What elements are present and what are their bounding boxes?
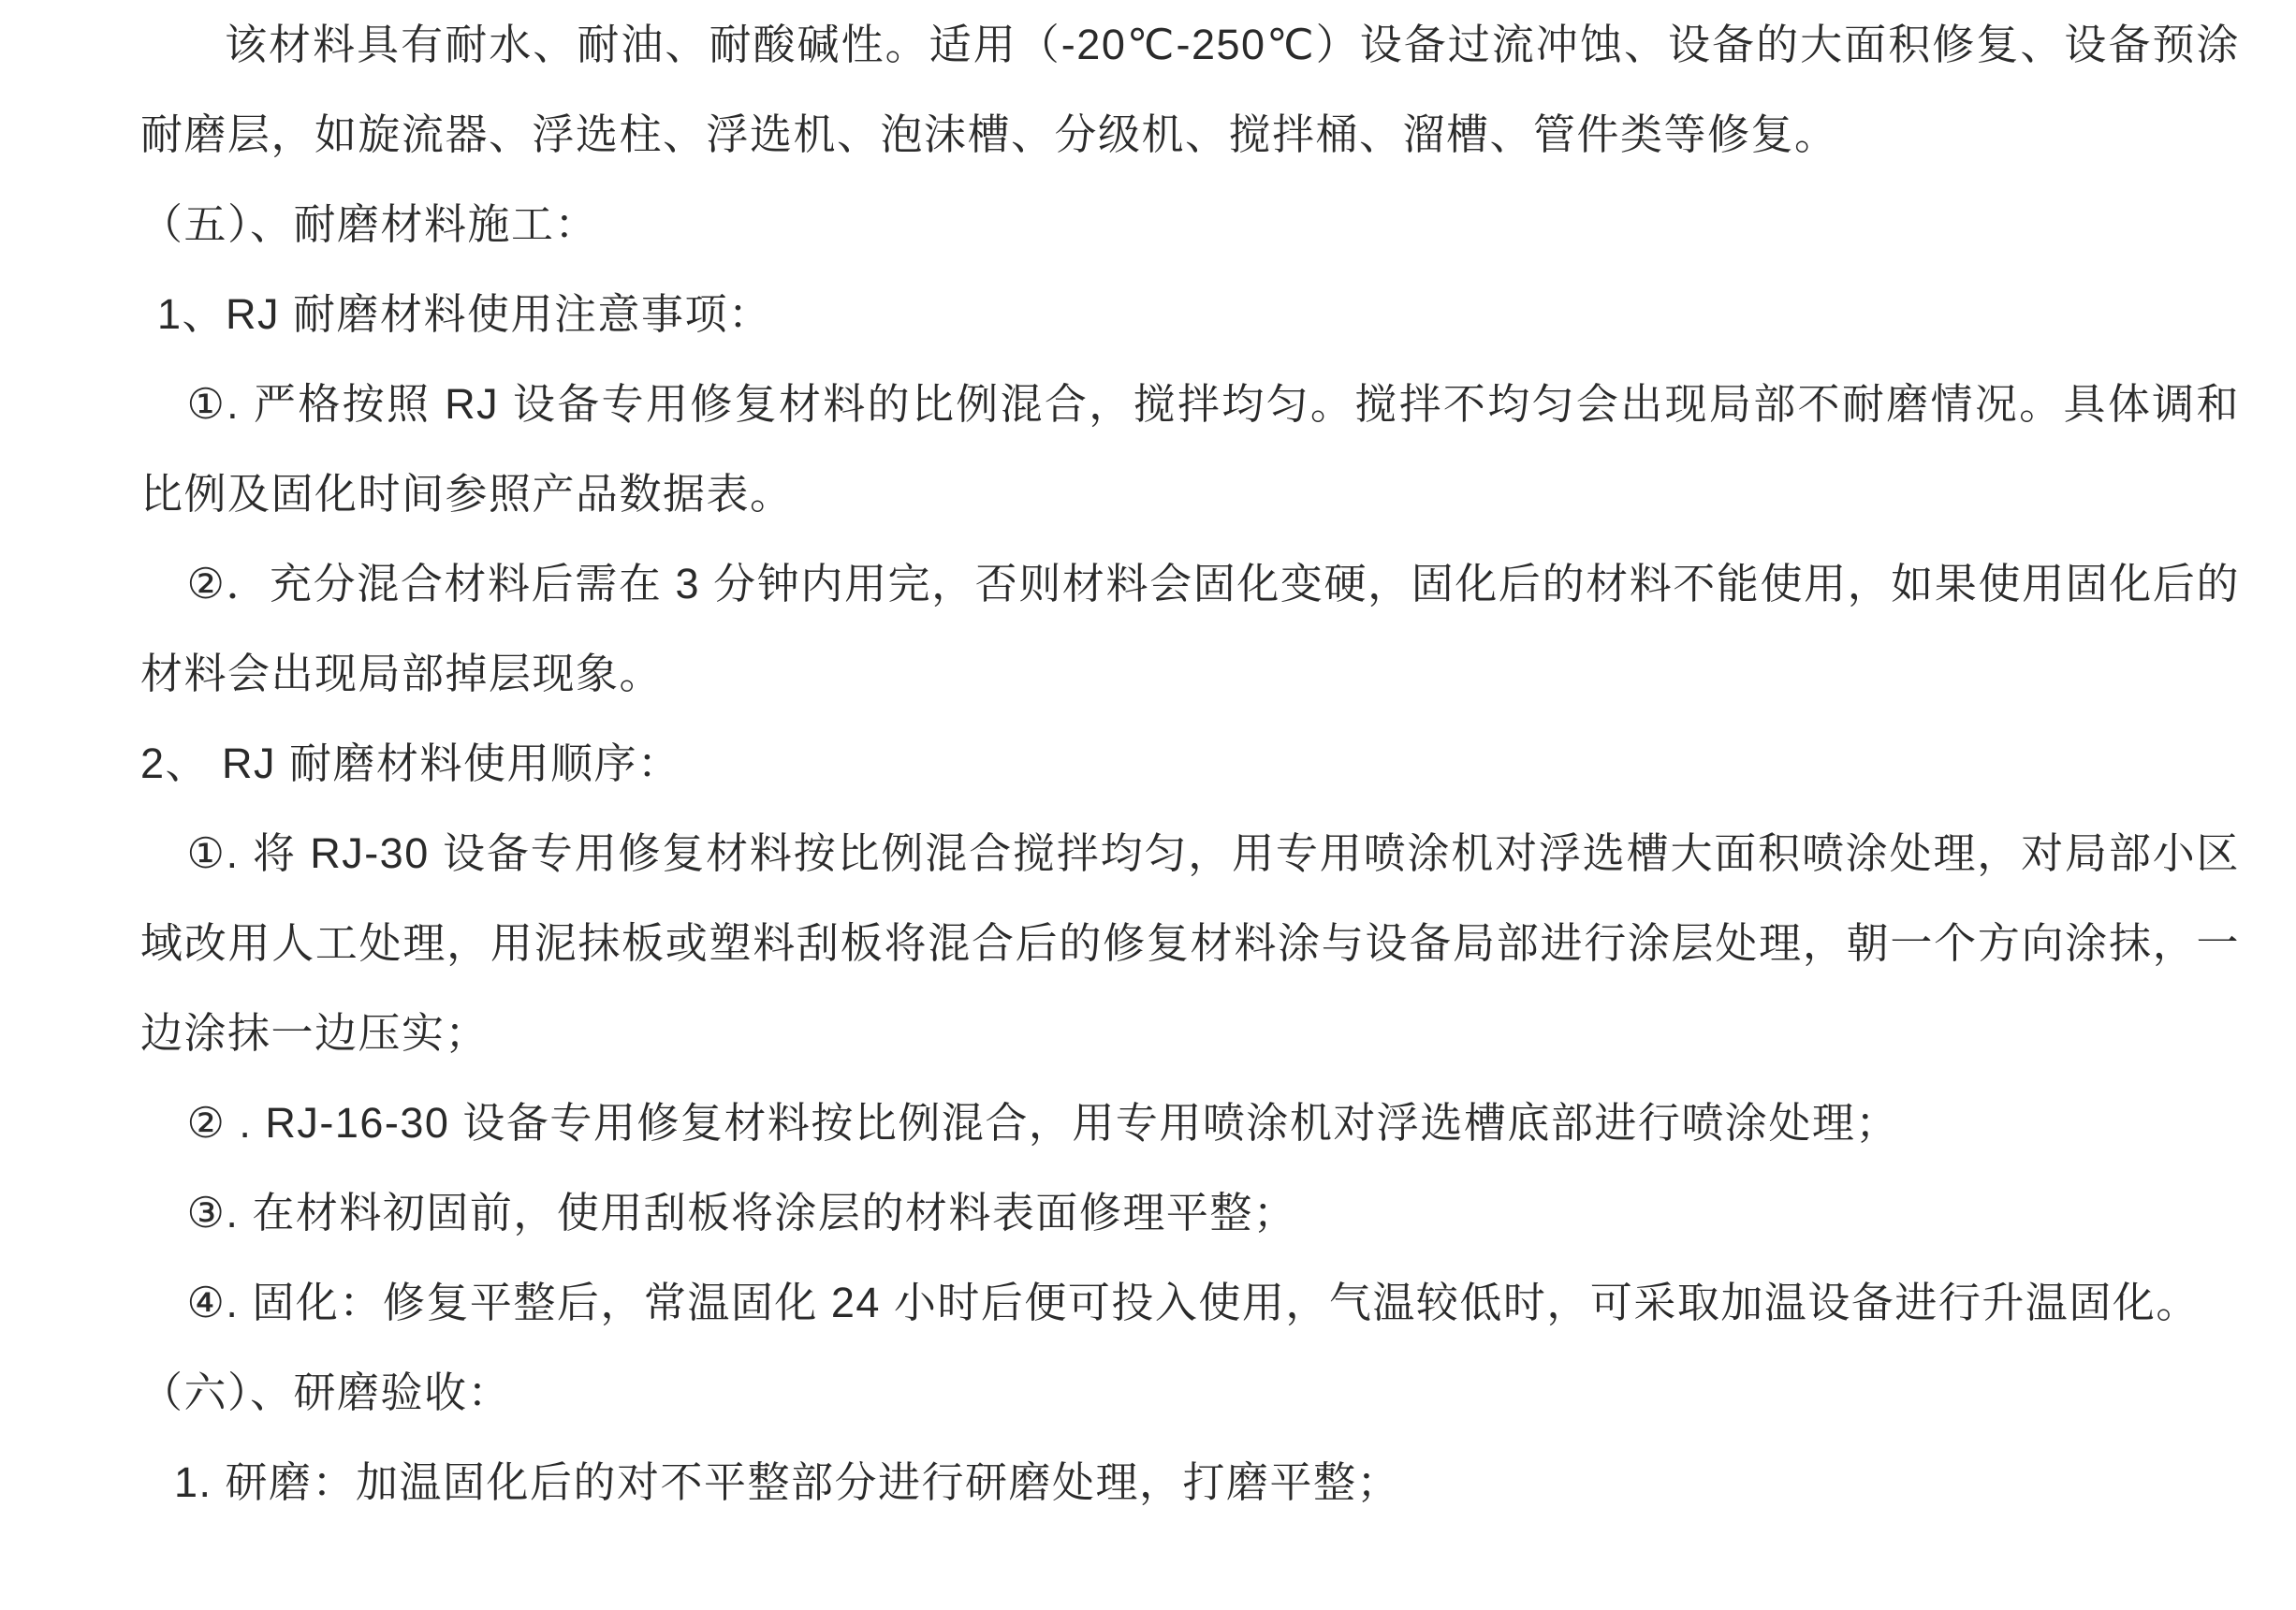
order-item-3-surface-smoothing: ③. 在材料初固前，使用刮板将涂层的材料表面修理平整；	[186, 1189, 1297, 1237]
paragraph-material-properties: 该材料具有耐水、耐油、耐酸碱性。适用（-20℃-250℃）设备过流冲蚀、设备的大面积修复、设备预涂耐磨层，如旋流器、浮选柱、浮选机、泡沫槽、分级机、搅拌桶、溜槽、管件类等修复。	[140, 21, 2240, 158]
grinding-item-1: 1. 研磨：加温固化后的对不平整部分进行研磨处理，打磨平整；	[174, 1458, 1401, 1506]
section-heading-5-construction: （五）、耐磨材料施工：	[140, 200, 599, 248]
section-heading-6-grinding-acceptance: （六）、研磨验收：	[140, 1368, 512, 1416]
subheading-usage-order: 2、 RJ 耐磨材料使用顺序：	[140, 739, 681, 787]
order-item-2-rj1630-bottom-spray: ② . RJ-16-30 设备专用修复材料按比例混合，用专用喷涂机对浮选槽底部进行喷涂处理；	[186, 1099, 1899, 1147]
subheading-usage-notes: 1、RJ 耐磨材料使用注意事项：	[157, 290, 772, 338]
order-item-4-curing: ④. 固化：修复平整后，常温固化 24 小时后便可投入使用，气温较低时，可采取加温设备进行升温固化。	[186, 1279, 2200, 1326]
note-item-1-mix-ratio: ①. 严格按照 RJ 设备专用修复材料的比例混合，搅拌均匀。搅拌不均匀会出现局部不耐磨情况。具体调和比例及固化时间参照产品数据表。	[140, 380, 2240, 518]
order-item-1-rj30-spray: ①. 将 RJ-30 设备专用修复材料按比例混合搅拌均匀，用专用喷涂机对浮选槽大面积喷涂处理，对局部小区域改用人工处理，用泥抹板或塑料刮板将混合后的修复材料涂与设备局部进行涂层处理，朝一个方向涂抹，一边涂抹一边压实；	[140, 829, 2240, 1057]
note-item-2-use-within-3-minutes: ②．充分混合材料后需在 3 分钟内用完，否则材料会固化变硬，固化后的材料不能使用，如果使用固化后的材料会出现局部掉层现象。	[140, 560, 2240, 697]
